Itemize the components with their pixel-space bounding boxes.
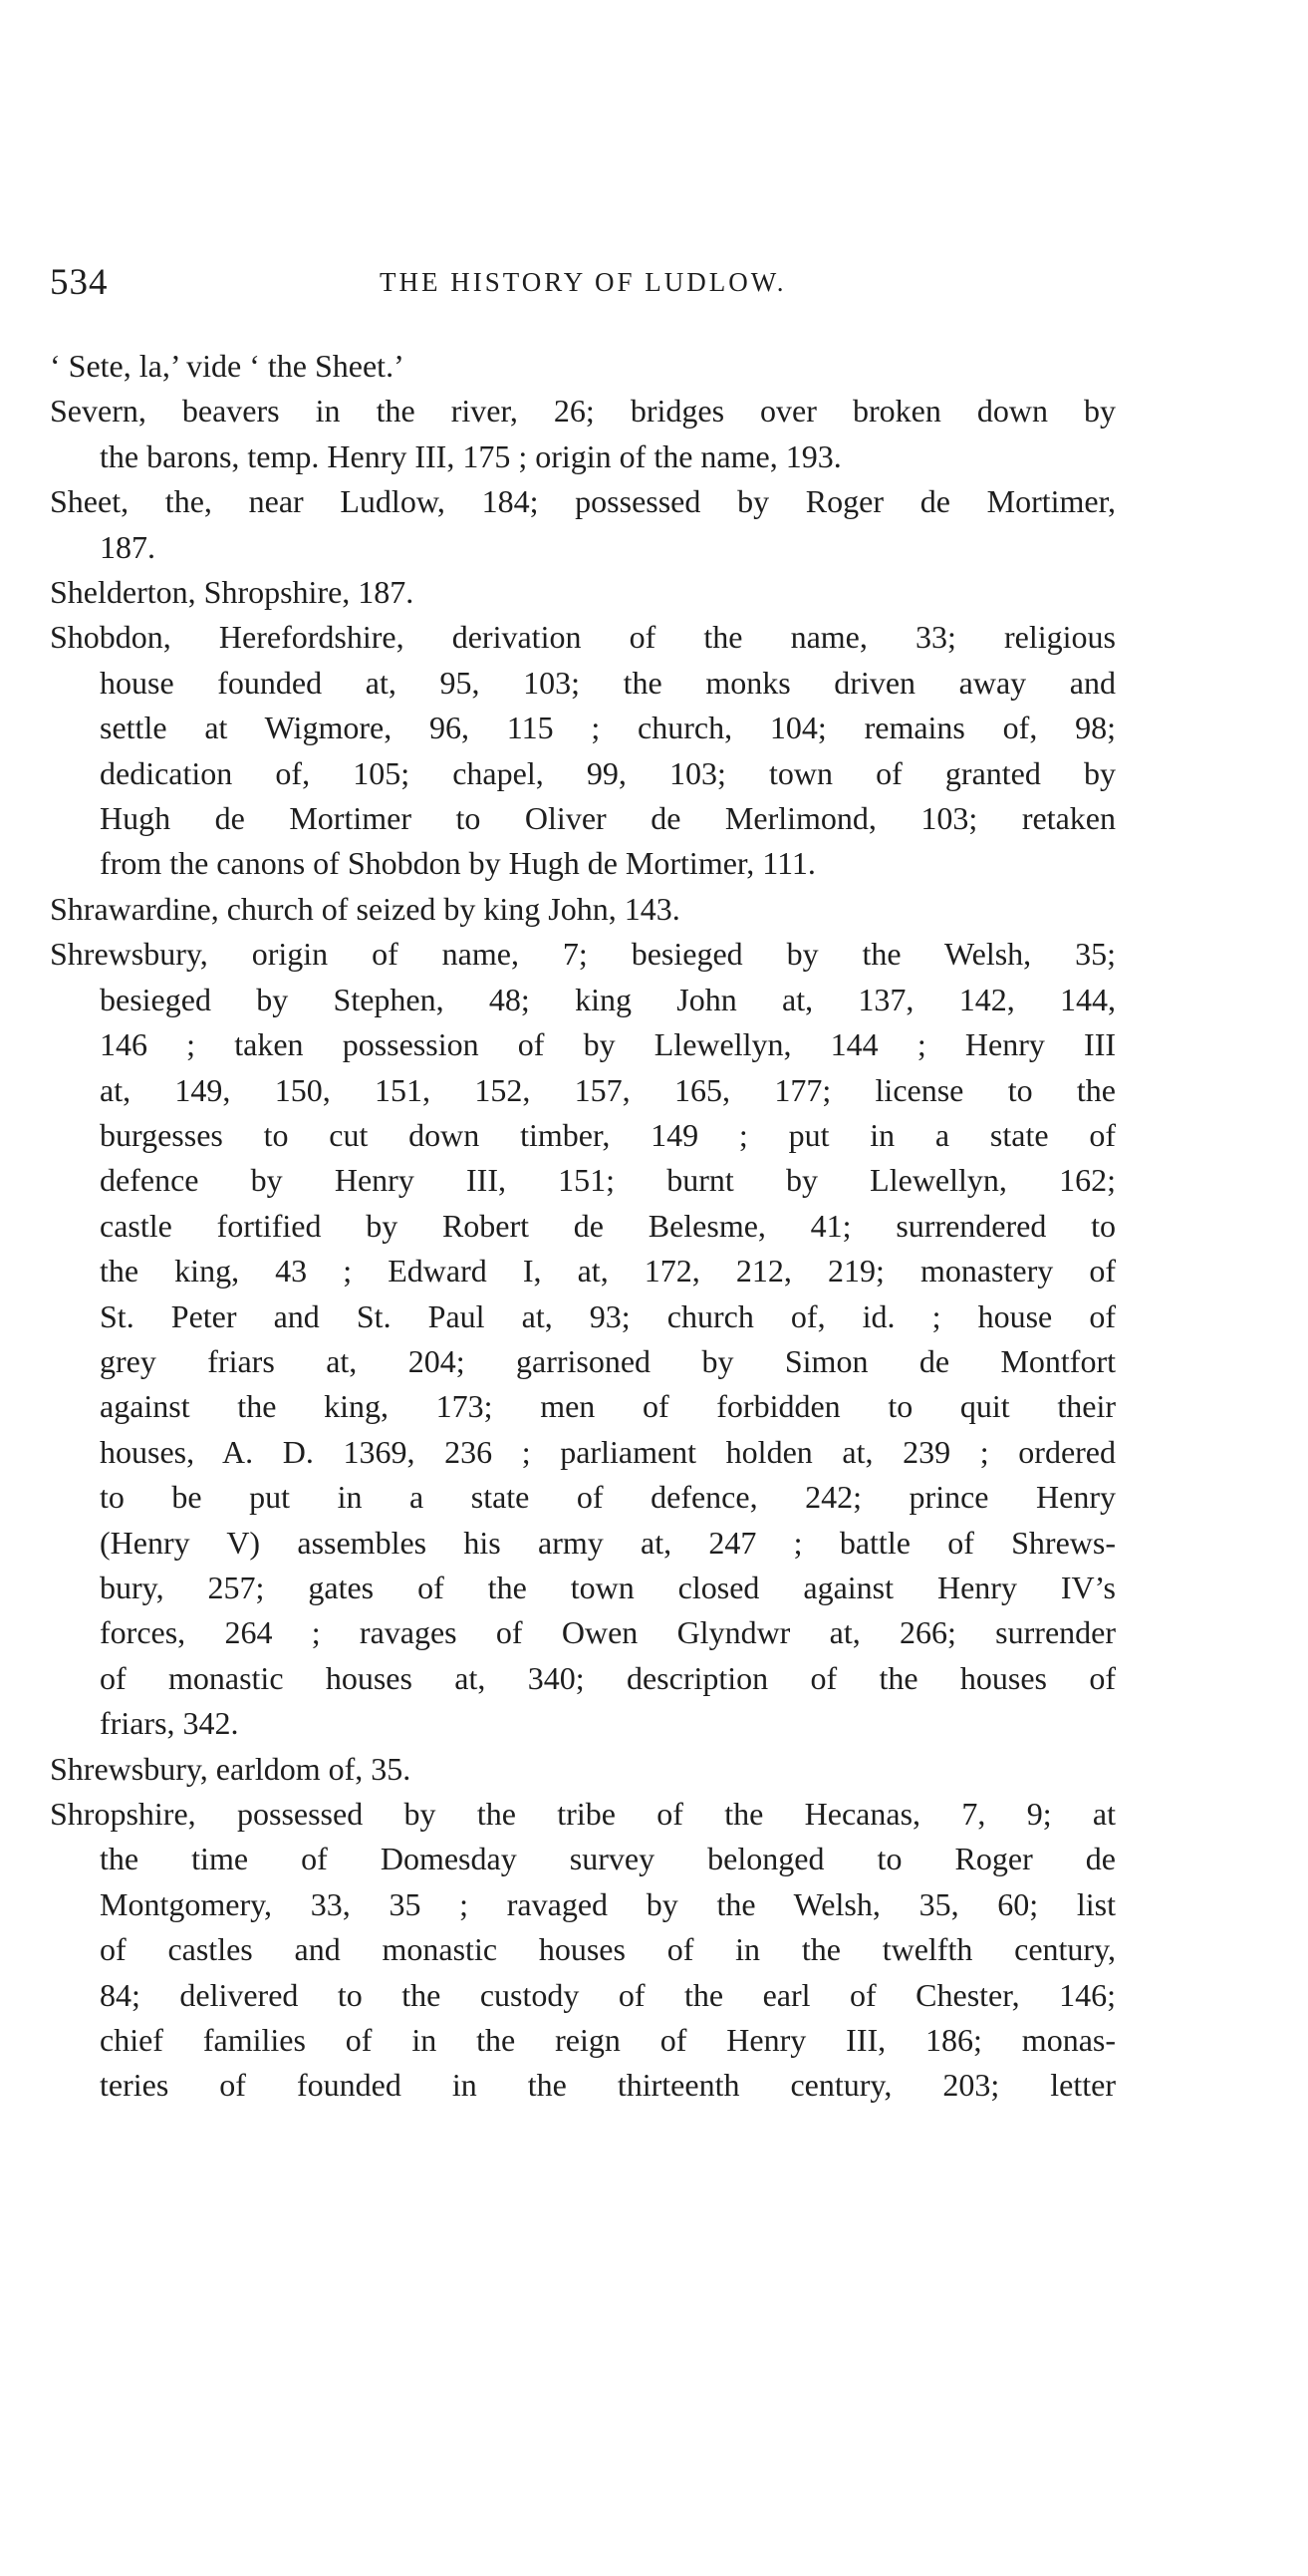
entry-line: of castles and monastic houses of in the twelfth century, [100, 1931, 1116, 1968]
index-entry [50, 344, 1116, 389]
entry-line: friars, 342. [100, 1705, 239, 1742]
entry-line: burgesses to cut down timber, 149 ; put in a state of [100, 1116, 1116, 1153]
entry-line: Shrewsbury, origin of name, 7; besieged by the Welsh, 35; [50, 936, 1116, 973]
entry-line: Shelderton, Shropshire, 187. [50, 574, 414, 611]
entry-line: Severn, beavers in the river, 26; bridges over broken down by [50, 393, 1116, 429]
entry-line: bury, 257; gates of the town closed against Henry IV’s [100, 1569, 1116, 1605]
entry-line: chief families of in the reign of Henry III, 186; monas- [100, 2022, 1116, 2059]
running-head: THE HISTORY OF LUDLOW. [380, 267, 787, 297]
entry-line: the king, 43 ; Edward I, at, 172, 212, 219; monastery of [100, 1253, 1116, 1289]
entry-line: Sheet, the, near Ludlow, 184; possessed by Roger de Mortimer, [50, 483, 1116, 520]
entry-line: Shropshire, possessed by the tribe of the Hecanas, 7, 9; at [50, 1796, 1116, 1832]
entry-line: 187. [100, 528, 155, 565]
entry-line: of monastic houses at, 340; description of the houses of [100, 1659, 1116, 1696]
entry-line: Shrawardine, church of seized by king John, 143. [50, 890, 680, 927]
entry-line: Shrewsbury, earldom of, 35. [50, 1750, 411, 1787]
entry-line: forces, 264 ; ravages of Owen Glyndwr at, 266; surrender [100, 1614, 1116, 1651]
page-header [50, 261, 1116, 311]
index-entry [50, 887, 1116, 932]
index-entries [50, 344, 1116, 2109]
entry-line: to be put in a state of defence, 242; prince Henry [100, 1479, 1116, 1516]
page-number: 534 [50, 262, 109, 303]
entry-line: St. Peter and St. Paul at, 93; church of, id. ; house of [100, 1297, 1116, 1334]
index-entry [50, 615, 1116, 886]
entry-line: Hugh de Mortimer to Oliver de Merlimond, 103; retaken [100, 800, 1116, 837]
entry-line: grey friars at, 204; garrisoned by Simon de Montfort [100, 1342, 1116, 1379]
index-entry [50, 1792, 1116, 2109]
entry-line: the time of Domesday survey belonged to Roger de [100, 1841, 1116, 1877]
entry-line: Shobdon, Herefordshire, derivation of the name, 33; religious [50, 619, 1116, 656]
entry-line: house founded at, 95, 103; the monks driven away and [100, 664, 1116, 701]
entry-line: ‘ Sete, la,’ vide ‘ the Sheet.’ [50, 348, 404, 384]
entry-line: defence by Henry III, 151; burnt by Llewellyn, 162; [100, 1162, 1116, 1199]
entry-line: dedication of, 105; chapel, 99, 103; town of granted by [100, 754, 1116, 791]
entry-line: at, 149, 150, 151, 152, 157, 165, 177; license to the [100, 1071, 1116, 1108]
entry-line: Montgomery, 33, 35 ; ravaged by the Welsh, 35, 60; list [100, 1885, 1116, 1922]
index-entry [50, 570, 1116, 615]
entry-line: besieged by Stephen, 48; king John at, 137, 142, 144, [100, 981, 1116, 1017]
index-entry [50, 932, 1116, 1746]
entry-line: from the canons of Shobdon by Hugh de Mortimer, 111. [100, 845, 816, 882]
entry-line: 146 ; taken possession of by Llewellyn, 144 ; Henry III [100, 1026, 1116, 1063]
entry-line: 84; delivered to the custody of the earl of Chester, 146; [100, 1976, 1116, 2013]
entry-line: (Henry V) assembles his army at, 247 ; battle of Shrews- [100, 1524, 1116, 1561]
entry-line: houses, A. D. 1369, 236 ; parliament holden at, 239 ; ordered [100, 1433, 1116, 1470]
index-entry [50, 479, 1116, 570]
entry-line: against the king, 173; men of forbidden to quit their [100, 1388, 1116, 1425]
entry-line: the barons, temp. Henry III, 175 ; origin of the name, 193. [100, 437, 842, 474]
index-entry [50, 389, 1116, 479]
entry-line: settle at Wigmore, 96, 115 ; church, 104; remains of, 98; [100, 710, 1116, 746]
index-entry [50, 1747, 1116, 1792]
entry-line: castle fortified by Robert de Belesme, 41; surrendered to [100, 1207, 1116, 1244]
entry-line: teries of founded in the thirteenth century, 203; letter [100, 2067, 1116, 2104]
